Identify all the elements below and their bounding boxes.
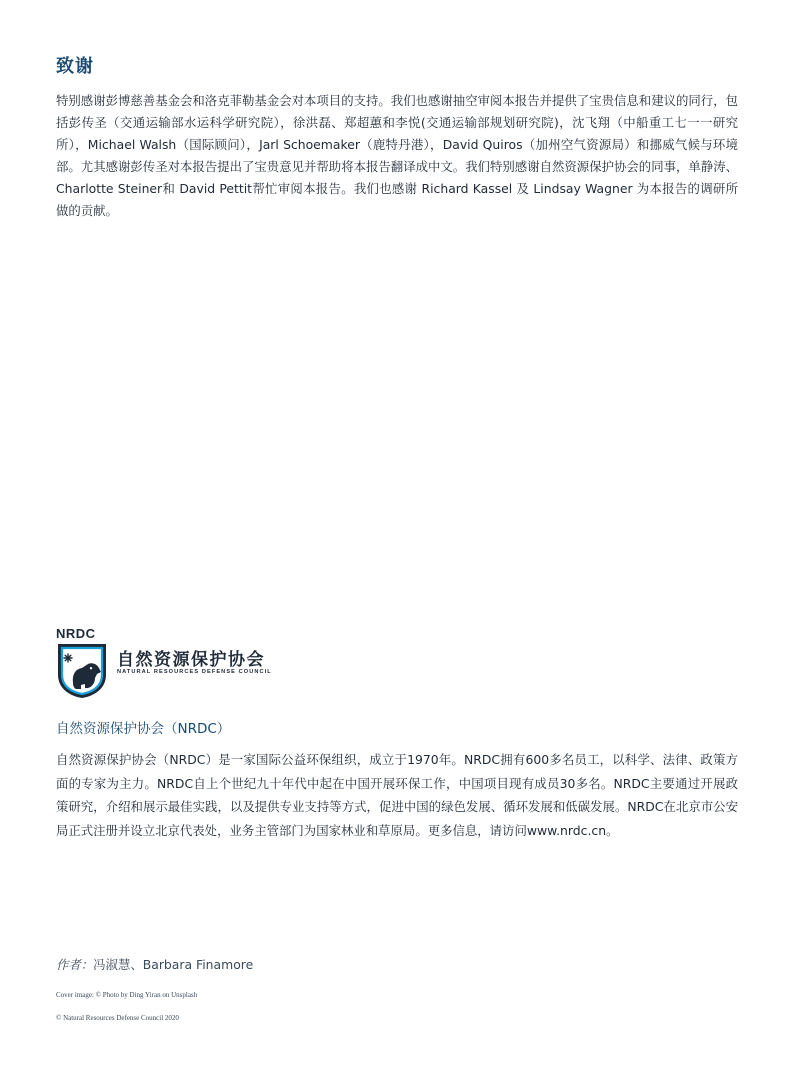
- about-text: 自然资源保护协会（NRDC）是一家国际公益环保组织，成立于1970年。NRDC拥有600多名员工，以科学、法律、政策方面的专家为主力。NRDC自上个世纪九十年代中起在中国开展环保工作，中国项目现有成员30多名。NRDC主要通过开展政策研究，介绍和展示最佳实践，以及提供专业支持等方式，促进中国的绿色发展、循环发展和低碳发展。NRDC在北京市公安局正式注册并设立北京代表处，业务主管部门为国家林业和草原局。更多信息，请访问www.nrdc.cn。: [56, 752, 738, 838]
- logo-name-english: NATURAL RESOURCES DEFENSE COUNCIL: [117, 669, 272, 675]
- acknowledgements-heading: 致谢: [56, 56, 94, 77]
- polar-bear-shield-icon: [55, 641, 109, 699]
- authors-line: [56, 955, 253, 973]
- logo-acronym: NRDC: [56, 626, 96, 641]
- authors-names: 冯淑慧、Barbara Finamore: [93, 957, 254, 972]
- nrdc-logo: [55, 626, 295, 700]
- cover-image-credit: Cover image: © Photo by Ding Yiran on Unsplash: [56, 991, 198, 999]
- acknowledgements-text: 特别感谢彭博慈善基金会和洛克菲勒基金会对本项目的支持。我们也感谢抽空审阅本报告并提供了宝贵信息和建议的同行，包括彭传圣（交通运输部水运科学研究院），徐洪磊、郑超蕙和李悦(交通运输部规划研究院)，沈飞翔（中船重工七一一研究所），Michael Walsh（国际顾问），Jarl Schoemaker（鹿特丹港），David Quiros（加州空气资源局）和挪威气候与环境部。尤其感谢彭传圣对本报告提出了宝贵意见并帮助将本报告翻译成中文。我们特别感谢自然资源保护协会的同事，单静涛、Charlotte Steiner和 David Pettit帮忙审阅本报告。我们也感谢 Richard Kassel 及 Lindsay Wagner 为本报告的调研所做的贡献。: [56, 93, 738, 218]
- about-heading: 自然资源保护协会（NRDC）: [56, 721, 231, 737]
- copyright-notice: © Natural Resources Defense Council 2020: [56, 1014, 179, 1022]
- authors-label: 作者：: [56, 957, 94, 972]
- logo-name-chinese: 自然资源保护协会: [117, 650, 265, 670]
